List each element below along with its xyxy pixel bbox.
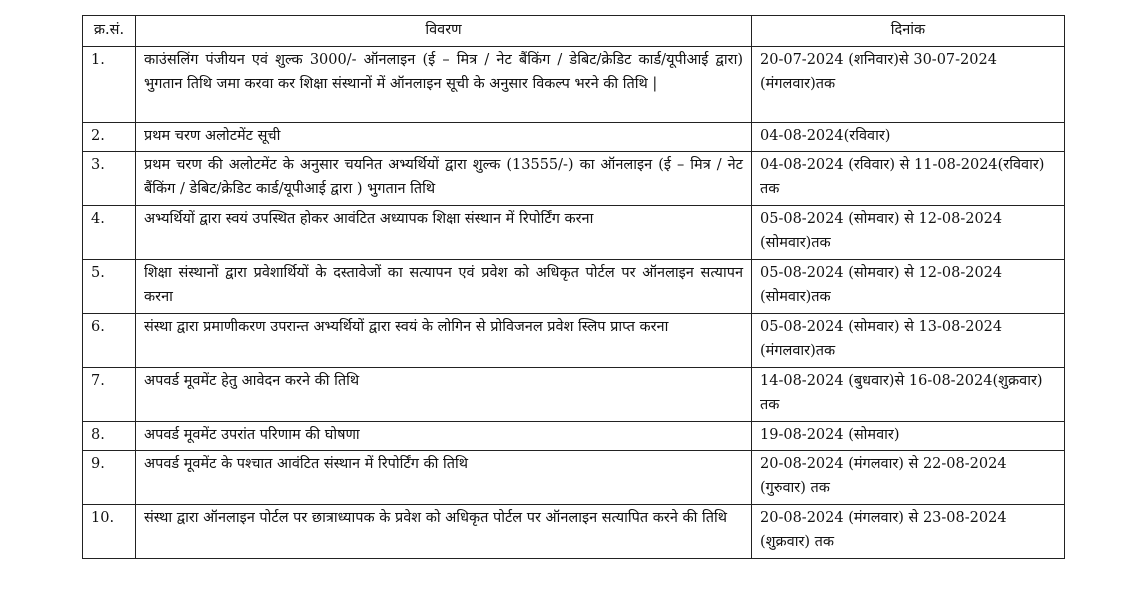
row-date: 20-07-2024 (शनिवार)से 30-07-2024 (मंगलवार)तक xyxy=(752,47,1065,123)
row-serial-number: 9. xyxy=(83,451,136,505)
row-serial-number: 7. xyxy=(83,368,136,422)
row-date: 20-08-2024 (मंगलवार) से 22-08-2024 (गुरुवार) तक xyxy=(752,451,1065,505)
row-description: प्रथम चरण अलोटमेंट सूची xyxy=(136,123,752,152)
row-date: 14-08-2024 (बुधवार)से 16-08-2024(शुक्रवार) तक xyxy=(752,368,1065,422)
row-description: अभ्यर्थियों द्वारा स्वयं उपस्थित होकर आवंटित अध्यापक शिक्षा संस्थान में रिपोर्टिंग करना xyxy=(136,206,752,260)
row-serial-number: 10. xyxy=(83,505,136,559)
row-serial-number: 5. xyxy=(83,260,136,314)
row-serial-number: 6. xyxy=(83,314,136,368)
table-row xyxy=(83,314,1065,368)
row-date: 04-08-2024(रविवार) xyxy=(752,123,1065,152)
table-row xyxy=(83,505,1065,559)
row-serial-number: 8. xyxy=(83,422,136,451)
row-description: काउंसलिंग पंजीयन एवं शुल्क 3000/- ऑनलाइन (ई – मित्र / नेट बैंकिंग / डेबिट/क्रेडिट कार्ड/यूपीआई द्वारा) भुगतान तिथि जमा करवा कर शिक्षा संस्थानों में ऑनलाइन सूची के अनुसार विकल्प भरने की तिथि | xyxy=(136,47,752,123)
table-row xyxy=(83,368,1065,422)
row-serial-number: 2. xyxy=(83,123,136,152)
row-date: 05-08-2024 (सोमवार) से 12-08-2024 (सोमवार)तक xyxy=(752,206,1065,260)
table-row xyxy=(83,47,1065,123)
table-header-row xyxy=(83,16,1065,47)
row-description: संस्था द्वारा प्रमाणीकरण उपरान्त अभ्यर्थियों द्वारा स्वयं के लोगिन से प्रोविजनल प्रवेश स्लिप प्राप्त करना xyxy=(136,314,752,368)
table-row xyxy=(83,152,1065,206)
row-serial-number: 4. xyxy=(83,206,136,260)
row-description: प्रथम चरण की अलोटमेंट के अनुसार चयनित अभ्यर्थियों द्वारा शुल्क (13555/-) का ऑनलाइन (ई – मित्र / नेट बैंकिंग / डेबिट/क्रेडिट कार्ड/यूपीआई द्वारा ) भुगतान तिथि xyxy=(136,152,752,206)
header-serial-number: क्र.सं. xyxy=(83,16,136,47)
row-serial-number: 3. xyxy=(83,152,136,206)
row-description: अपवर्ड मूवमेंट हेतु आवेदन करने की तिथि xyxy=(136,368,752,422)
row-serial-number: 1. xyxy=(83,47,136,123)
row-description: अपवर्ड मूवमेंट के पश्चात आवंटित संस्थान में रिपोर्टिंग की तिथि xyxy=(136,451,752,505)
table-row xyxy=(83,206,1065,260)
header-date: दिनांक xyxy=(752,16,1065,47)
header-description: विवरण xyxy=(136,16,752,47)
table-row xyxy=(83,260,1065,314)
table-row xyxy=(83,451,1065,505)
row-date: 19-08-2024 (सोमवार) xyxy=(752,422,1065,451)
table-row xyxy=(83,422,1065,451)
row-description: अपवर्ड मूवमेंट उपरांत परिणाम की घोषणा xyxy=(136,422,752,451)
row-date: 04-08-2024 (रविवार) से 11-08-2024(रविवार) तक xyxy=(752,152,1065,206)
row-date: 20-08-2024 (मंगलवार) से 23-08-2024 (शुक्रवार) तक xyxy=(752,505,1065,559)
row-description: शिक्षा संस्थानों द्वारा प्रवेशार्थियों के दस्तावेजों का सत्यापन एवं प्रवेश को अधिकृत पोर्टल पर ऑनलाइन सत्यापन करना xyxy=(136,260,752,314)
table-row xyxy=(83,123,1065,152)
row-date: 05-08-2024 (सोमवार) से 12-08-2024 (सोमवार)तक xyxy=(752,260,1065,314)
row-date: 05-08-2024 (सोमवार) से 13-08-2024 (मंगलवार)तक xyxy=(752,314,1065,368)
row-description: संस्था द्वारा ऑनलाइन पोर्टल पर छात्राध्यापक के प्रवेश को अधिकृत पोर्टल पर ऑनलाइन सत्यापित करने की तिथि xyxy=(136,505,752,559)
schedule-table xyxy=(82,15,1065,559)
